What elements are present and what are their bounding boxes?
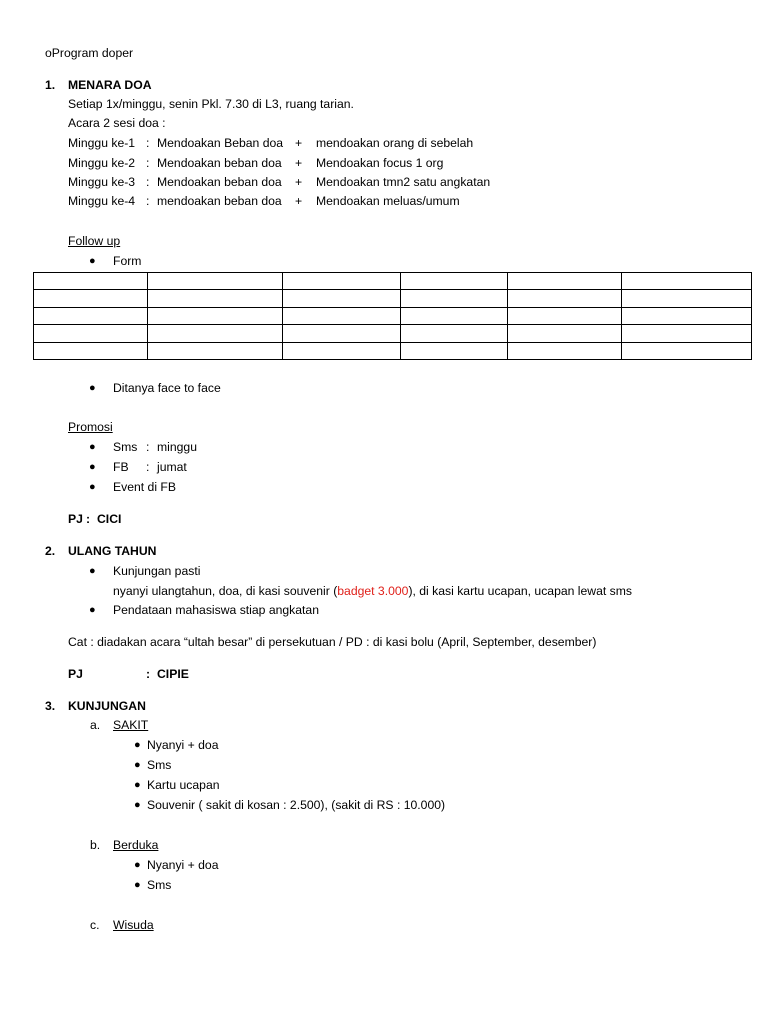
pj-label: PJ xyxy=(68,667,83,681)
table-cell xyxy=(401,290,508,307)
table-row xyxy=(34,342,752,359)
table-cell xyxy=(622,307,752,324)
table-cell xyxy=(401,342,508,359)
bullet-icon: ● xyxy=(89,441,96,453)
birthday-item-2: Pendataan mahasiswa stiap angkatan xyxy=(113,603,319,617)
followup-heading: Follow up xyxy=(68,234,121,248)
sakit-item: Souvenir ( sakit di kosan : 2.500), (sakit di RS : 10.000) xyxy=(147,798,446,812)
section-1-line-2: Acara 2 sesi doa : xyxy=(68,116,166,130)
table-cell xyxy=(508,342,622,359)
sub-a-letter: a. xyxy=(90,718,101,732)
schedule-plus: + xyxy=(295,194,303,208)
table-cell xyxy=(622,290,752,307)
schedule-prayer-b: Mendoakan meluas/umum xyxy=(316,194,460,208)
table-cell xyxy=(508,290,622,307)
schedule-prayer-a: Mendoakan beban doa xyxy=(157,175,282,189)
bullet-icon: ● xyxy=(134,739,141,751)
schedule-colon: : xyxy=(146,194,150,208)
promo-event-item: Event di FB xyxy=(113,480,176,494)
table-cell xyxy=(34,307,148,324)
table-cell xyxy=(282,273,401,290)
bullet-icon: ● xyxy=(89,461,96,473)
sub-c-title: Wisuda xyxy=(113,918,154,932)
schedule-colon: : xyxy=(146,136,150,150)
table-cell xyxy=(147,325,282,342)
promo-item-colon: : xyxy=(146,440,150,454)
table-cell xyxy=(508,307,622,324)
birthday-detail xyxy=(113,585,632,597)
table-cell xyxy=(282,307,401,324)
bullet-icon: ● xyxy=(134,779,141,791)
section-3-title: KUNJUNGAN xyxy=(68,699,146,713)
bullet-icon: ● xyxy=(134,879,141,891)
schedule-prayer-a: Mendoakan Beban doa xyxy=(157,136,284,150)
sakit-item: Nyanyi + doa xyxy=(147,738,219,752)
promosi-heading: Promosi xyxy=(68,420,113,434)
form-label: Form xyxy=(113,254,142,268)
table-cell xyxy=(282,325,401,342)
bullet-icon: ● xyxy=(134,799,141,811)
sub-b-title: Berduka xyxy=(113,838,159,852)
schedule-plus: + xyxy=(295,136,303,150)
section-2-title: ULANG TAHUN xyxy=(68,544,157,558)
budget-highlight: badget 3.000 xyxy=(337,584,409,598)
schedule-plus: + xyxy=(295,156,303,170)
schedule-week: Minggu ke-1 xyxy=(68,136,136,150)
bullet-icon: ● xyxy=(134,759,141,771)
promo-item-value: minggu xyxy=(157,440,197,454)
table-cell xyxy=(147,290,282,307)
birthday-detail-text: nyanyi ulangtahun, doa, di kasi souvenir ( xyxy=(113,584,338,598)
pj-label: PJ xyxy=(68,512,83,526)
table-row xyxy=(34,307,752,324)
face-to-face-item: Ditanya face to face xyxy=(113,381,221,395)
table-cell xyxy=(622,325,752,342)
table-cell xyxy=(508,325,622,342)
promo-item-colon: : xyxy=(146,460,150,474)
birthday-item-1: Kunjungan pasti xyxy=(113,564,201,578)
bullet-icon: ● xyxy=(89,565,96,577)
table-cell xyxy=(34,290,148,307)
sub-a-title: SAKIT xyxy=(113,718,149,732)
table-cell xyxy=(622,273,752,290)
section-1-title: MENARA DOA xyxy=(68,78,152,92)
schedule-prayer-b: Mendoakan focus 1 org xyxy=(316,156,444,170)
promo-item-key: FB xyxy=(113,460,129,474)
table-row xyxy=(34,325,752,342)
schedule-plus: + xyxy=(295,175,303,189)
birthday-note: Cat : diadakan acara “ultah besar” di persekutuan / PD : di kasi bolu (April, September, desember) xyxy=(68,635,597,649)
schedule-week: Minggu ke-4 xyxy=(68,194,136,208)
bullet-icon: ● xyxy=(89,255,96,267)
bullet-icon: ● xyxy=(89,382,96,394)
table-cell xyxy=(147,307,282,324)
sub-c-letter: c. xyxy=(90,918,100,932)
schedule-colon: : xyxy=(146,175,150,189)
section-1-number: 1. xyxy=(45,78,56,92)
berduka-item: Sms xyxy=(147,878,172,892)
schedule-prayer-a: mendoakan beban doa xyxy=(157,194,282,208)
bullet-icon: ● xyxy=(134,859,141,871)
table-cell xyxy=(34,342,148,359)
pj-colon: : xyxy=(86,512,91,526)
schedule-prayer-a: Mendoakan beban doa xyxy=(157,156,282,170)
table-cell xyxy=(282,342,401,359)
sakit-item: Sms xyxy=(147,758,172,772)
berduka-item: Nyanyi + doa xyxy=(147,858,219,872)
schedule-colon: : xyxy=(146,156,150,170)
bullet-icon: ● xyxy=(89,604,96,616)
schedule-prayer-b: mendoakan orang di sebelah xyxy=(316,136,474,150)
sakit-item: Kartu ucapan xyxy=(147,778,220,792)
section-3-number: 3. xyxy=(45,699,56,713)
table-cell xyxy=(401,325,508,342)
sub-b-letter: b. xyxy=(90,838,101,852)
table-cell xyxy=(282,290,401,307)
table-cell xyxy=(401,273,508,290)
table-cell xyxy=(401,307,508,324)
pj-name: CICI xyxy=(97,512,122,526)
schedule-week: Minggu ke-3 xyxy=(68,175,136,189)
bullet-icon: ● xyxy=(89,481,96,493)
promo-item-value: jumat xyxy=(157,460,187,474)
pj-name: CIPIE xyxy=(157,667,189,681)
birthday-detail-text: ), di kasi kartu ucapan, ucapan lewat sms xyxy=(408,584,632,598)
table-cell xyxy=(34,273,148,290)
table-row xyxy=(34,290,752,307)
doc-heading: oProgram doper xyxy=(45,46,134,60)
table-cell xyxy=(508,273,622,290)
promo-item-key: Sms xyxy=(113,440,138,454)
table-cell xyxy=(34,325,148,342)
section-2-number: 2. xyxy=(45,544,56,558)
section-1-line-1: Setiap 1x/minggu, senin Pkl. 7.30 di L3, ruang tarian. xyxy=(68,97,354,111)
table-row xyxy=(34,273,752,290)
table-cell xyxy=(622,342,752,359)
pj-colon: : xyxy=(146,667,151,681)
schedule-prayer-b: Mendoakan tmn2 satu angkatan xyxy=(316,175,491,189)
schedule-week: Minggu ke-2 xyxy=(68,156,136,170)
table-cell xyxy=(147,342,282,359)
followup-form-table xyxy=(33,272,752,360)
table-cell xyxy=(147,273,282,290)
